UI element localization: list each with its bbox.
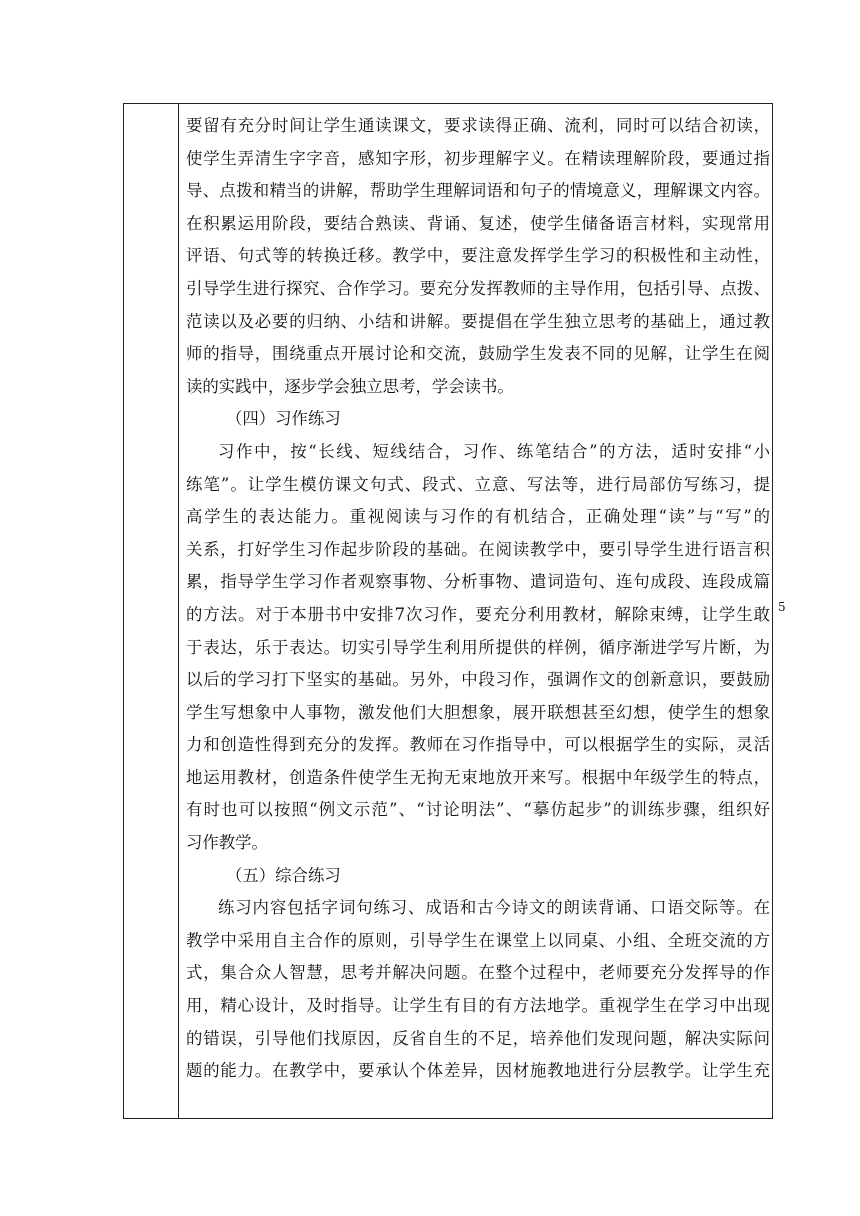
text-line: 教学中采用自主合作的原则，引导学生在课堂上以同桌、小组、全班交流的方 <box>186 930 770 950</box>
text-line: 要留有充分时间让学生通读课文，要求读得正确、流利，同时可以结合初读， <box>186 116 770 135</box>
text-line: 学生写想象中人事物，激发他们大胆想象，展开联想甚至幻想，使学生的想象 <box>186 702 770 722</box>
text-line: 以后的学习打下坚实的基础。另外，中段习作，强调作文的创新意识，要鼓励 <box>186 670 770 690</box>
text-line: 用，精心设计，及时指导。让学生有目的有方法地学。重视学生在学习中出现 <box>186 996 770 1016</box>
text-line: 题的能力。在教学中，要承认个体差异，因材施教地进行分层教学。让学生充 <box>186 1061 770 1081</box>
text-line: 关系，打好学生习作起步阶段的基础。在阅读教学中，要引导学生进行语言积 <box>186 539 770 559</box>
page-number: 5 <box>778 600 786 614</box>
text-line: 的方法。对于本册书中安排7次习作，要充分利用教材，解除束缚，让学生敢 <box>186 604 770 624</box>
text-line: 导、点拨和精当的讲解，帮助学生理解词语和句子的情境意义，理解课文内容。 <box>186 181 770 201</box>
text-line: 习作教学。 <box>186 833 268 853</box>
text-line: 在积累运用阶段，要结合熟读、背诵、复述，使学生储备语言材料，实现常用 <box>186 213 770 233</box>
text-line: 练习内容包括字词句练习、成语和古今诗文的朗读背诵、口语交际等。在 <box>218 898 770 918</box>
text-line: 使学生弄清生字字音，感知字形，初步理解字义。在精读理解阶段，要通过指 <box>186 148 770 168</box>
text-line: 式，集合众人智慧，思考并解决问题。在整个过程中，老师要充分发挥导的作 <box>186 963 770 983</box>
section-heading: （四）习作练习 <box>226 409 341 429</box>
text-line: 于表达，乐于表达。切实引导学生利用所提供的样例，循序渐进学写片断，为 <box>186 637 770 657</box>
text-line: 累，指导学生学习作者观察事物、分析事物、遣词造句、连句成段、连段成篇 <box>186 572 770 592</box>
text-line: 习作中，按“长线、短线结合，习作、练笔结合”的方法，适时安排“小 <box>218 441 770 461</box>
text-line: 力和创造性得到充分的发挥。教师在习作指导中，可以根据学生的实际，灵活 <box>186 735 770 755</box>
text-line: 地运用教材，创造条件使学生无拘无束地放开来写。根据中年级学生的特点， <box>186 767 770 787</box>
text-line: 师的指导，围绕重点开展讨论和交流，鼓励学生发表不同的见解，让学生在阅 <box>186 344 770 364</box>
text-line: 评语、句式等的转换迁移。教学中，要注意发挥学生学习的积极性和主动性， <box>186 246 770 266</box>
text-line: 引导学生进行探究、合作学习。要充分发挥教师的主导作用，包括引导、点拨、 <box>186 278 770 298</box>
text-line: 有时也可以按照“例文示范”、“讨论明法”、“摹仿起步”的训练步骤，组织好 <box>186 800 770 820</box>
table-text-cell <box>186 110 770 1088</box>
section-heading: （五）综合练习 <box>226 865 341 885</box>
text-line: 高学生的表达能力。重视阅读与习作的有机结合，正确处理“读”与“写”的 <box>186 507 770 527</box>
table-left-column <box>124 104 179 1118</box>
text-line: 读的实践中，逐步学会独立思考，学会读书。 <box>186 376 514 396</box>
text-line: 范读以及必要的归纳、小结和讲解。要提倡在学生独立思考的基础上，通过教 <box>186 311 770 331</box>
text-line: 的错误，引导他们找原因，反省自生的不足，培养他们发现问题，解决实际问 <box>186 1028 770 1048</box>
text-line: 练笔”。让学生模仿课文句式、段式、立意、写法等，进行局部仿写练习，提 <box>186 474 770 494</box>
content-table <box>123 103 773 1119</box>
